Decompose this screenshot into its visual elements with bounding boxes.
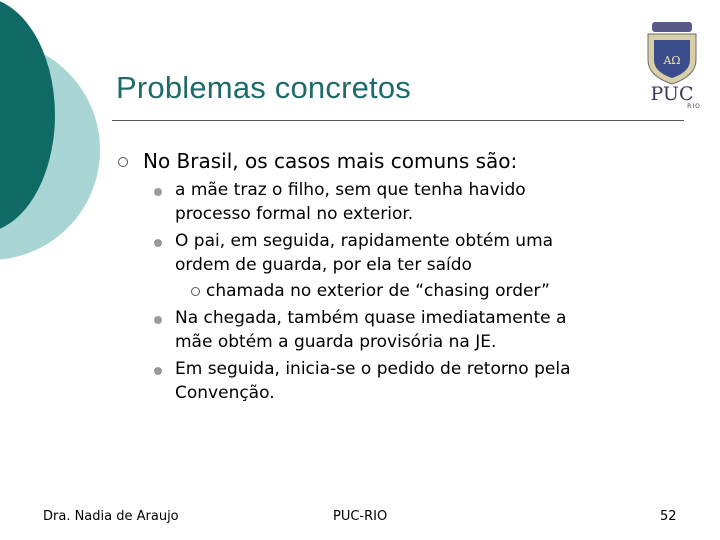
crest-crown-icon (652, 22, 692, 32)
footer-center: PUC-RIO (333, 509, 388, 524)
bullet-item-1-line-1: a mãe traz o filho, sem que tenha havido (175, 180, 526, 200)
logo-text: PUC (650, 83, 694, 105)
bullet-dot-icon (154, 188, 162, 196)
puc-rio-logo (640, 20, 706, 110)
bullet-item-4-line-2: Convenção. (175, 383, 275, 403)
title-divider (112, 120, 684, 121)
bullet-item-2-line-1: O pai, em seguida, rapidamente obtém uma (175, 231, 554, 251)
bullet-dot-icon (154, 239, 162, 247)
sub-bullet-circle-icon (191, 287, 200, 296)
slide-title: Problemas concretos (116, 70, 411, 105)
crest-letters: ΑΩ (663, 54, 681, 67)
level1-text: No Brasil, os casos mais comuns são: (143, 149, 518, 173)
bullet-dot-icon (154, 316, 162, 324)
bullet-dot-icon (154, 367, 162, 375)
footer-author: Dra. Nadia de Araujo (43, 509, 179, 524)
decorative-circles (0, 0, 110, 300)
page-number: 52 (660, 509, 677, 524)
level1-bullet-icon (118, 157, 128, 167)
bullet-item-3-line-2: mãe obtém a guarda provisória na JE. (175, 332, 497, 352)
sub-item-text: chamada no exterior de “chasing order” (206, 281, 550, 301)
bullet-item-3-line-1: Na chegada, também quase imediatamente a (175, 308, 567, 328)
bullet-item-1-line-2: processo formal no exterior. (175, 204, 414, 224)
logo-subtext: RIO (687, 103, 701, 110)
bullet-item-4-line-1: Em seguida, inicia-se o pedido de retorno pela (175, 359, 571, 379)
bullet-item-2-line-2: ordem de guarda, por ela ter saído (175, 255, 472, 275)
